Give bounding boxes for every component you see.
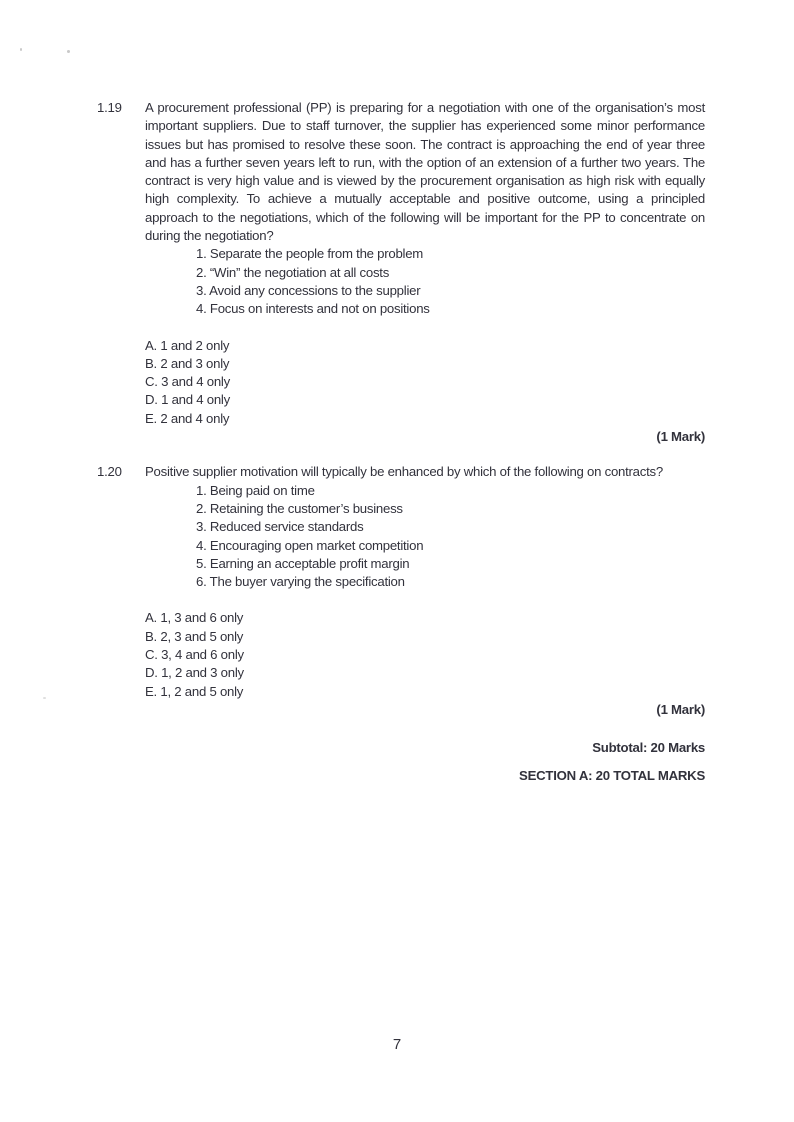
list-item: 6. The buyer varying the specification [196, 574, 405, 590]
mark-label: (1 Mark) [656, 429, 705, 445]
page-number: 7 [392, 1036, 402, 1053]
question-row [97, 463, 705, 591]
question-row [97, 99, 705, 319]
answer-option: B. 2, 3 and 5 only [145, 628, 244, 644]
question-number: 1.20 [97, 464, 122, 480]
subtotal-label: Subtotal: 20 Marks [592, 740, 705, 756]
question-body [145, 463, 705, 591]
answer-option: D. 1, 2 and 3 only [145, 665, 244, 681]
question-numbered-list [196, 482, 705, 592]
question-number: 1.19 [97, 100, 122, 115]
question-text: Positive supplier motivation will typically be enhanced by which of the following on contracts? [145, 464, 663, 480]
answer-option: A. 1 and 2 only [145, 337, 230, 353]
question-numbered-list [196, 245, 705, 318]
answer-option: B. 2 and 3 only [145, 355, 230, 371]
scan-artifact [67, 50, 70, 53]
answer-option: E. 2 and 4 only [145, 410, 230, 426]
list-item: 5. Earning an acceptable profit margin [196, 555, 410, 571]
section-total-label: SECTION A: 20 TOTAL MARKS [519, 767, 705, 783]
list-item: 2. Retaining the customer’s business [196, 500, 403, 516]
list-item: 3. Avoid any concessions to the supplier [196, 282, 421, 298]
list-item: 2. “Win” the negotiation at all costs [196, 264, 390, 280]
list-item: 4. Encouraging open market competition [196, 537, 424, 553]
list-item: 1. Separate the people from the problem [196, 246, 424, 262]
list-item: 4. Focus on interests and not on positions [196, 301, 430, 317]
scan-artifact [43, 697, 46, 699]
answer-option: D. 1 and 4 only [145, 392, 230, 408]
section-totals [97, 739, 705, 785]
mark-label: (1 Mark) [656, 701, 705, 717]
answer-option: C. 3, 4 and 6 only [145, 647, 244, 663]
answer-options [145, 609, 705, 700]
page-content [97, 99, 705, 785]
list-item: 1. Being paid on time [196, 482, 315, 498]
answer-option: E. 1, 2 and 5 only [145, 683, 244, 699]
question-1-20 [97, 463, 705, 719]
question-text: A procurement professional (PP) is preparing for a negotiation with one of the organisation’s most important suppliers. Due to staff turnover, the supplier has experienced some minor performance issues but has promised to resolve these soon. The contract is approaching the end of year three and has a further seven years left to run, with the option of an extension of a further two years. The contract is very high value and is viewed by the procurement organisation as high risk with equally high complexity. To achieve a mutually acceptable and positive outcome, using a principled approach to the negotiations, which of the following will be important for the PP to concentrate on during the negotiation? [145, 100, 705, 244]
question-1-19 [97, 99, 705, 446]
answer-option: A. 1, 3 and 6 only [145, 610, 244, 626]
answer-options [145, 337, 705, 428]
question-body [145, 99, 705, 319]
answer-option: C. 3 and 4 only [145, 374, 230, 390]
list-item: 3. Reduced service standards [196, 519, 364, 535]
scan-artifact [20, 48, 22, 51]
